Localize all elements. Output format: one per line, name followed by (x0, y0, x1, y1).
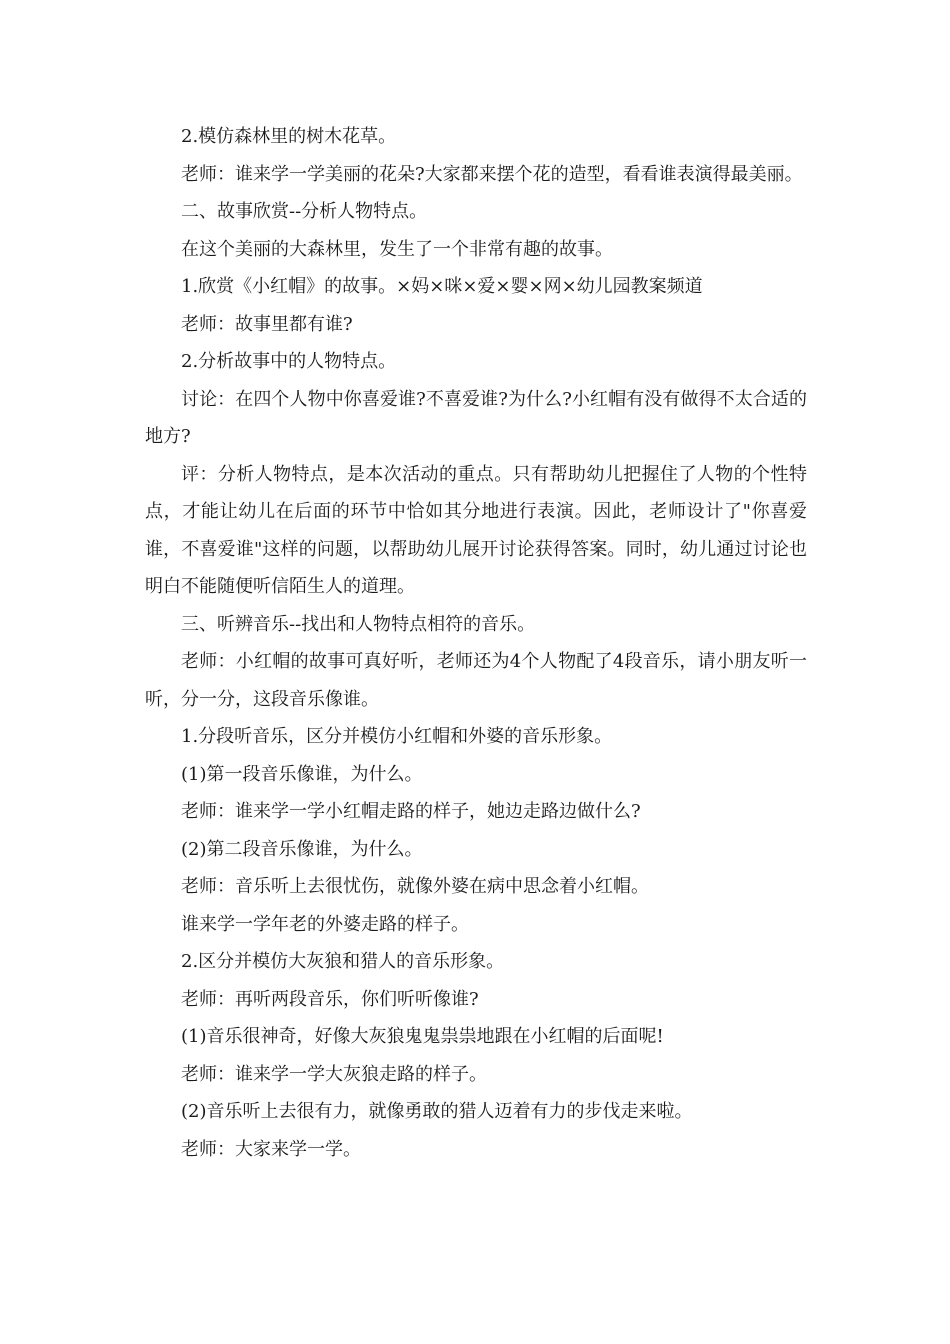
paragraph-2: 老师：谁来学一学美丽的花朵?大家都来摆个花的造型，看看谁表演得最美丽。 (181, 163, 803, 185)
paragraph-8: 讨论：在四个人物中你喜爱谁?不喜爱谁?为什么?小红帽有没有做得不太合适的地方? (145, 388, 807, 447)
paragraph-23: 老师：大家来学一学。 (181, 1138, 361, 1160)
section-heading-2: 二、故事欣赏--分析人物特点。 (181, 201, 428, 222)
paragraph-7: 2.分析故事中的人物特点。 (181, 351, 397, 372)
paragraph-16: 老师：音乐听上去很忧伤，就像外婆在病中思念着小红帽。 (181, 876, 649, 897)
paragraph-9: 评：分析人物特点，是本次活动的重点。只有帮助幼儿把握住了人物的个性特点，才能让幼儿在后面的环节中恰如其分地进行表演。因此，老师设计了"你喜爱谁，不喜爱谁"这样的问题，以帮助幼儿展开讨论获得答案。同时，幼儿通过讨论也明白不能随便听信陌生人的道理。 (145, 463, 807, 597)
paragraph-1: 2.模仿森林里的树木花草。 (181, 126, 397, 147)
paragraph-15: (2)第二段音乐像谁，为什么。 (181, 838, 423, 860)
document-page (145, 118, 807, 1168)
paragraph-14: 老师：谁来学一学小红帽走路的样子，她边走路边做什么? (181, 801, 641, 822)
paragraph-18: 2.区分并模仿大灰狼和猎人的音乐形象。 (181, 951, 505, 972)
paragraph-11: 老师：小红帽的故事可真好听，老师还为4个人物配了4段音乐，请小朋友听一听，分一分，这段音乐像谁。 (145, 651, 807, 710)
paragraph-5: 1.欣赏《小红帽》的故事。×妈×咪×爱×婴×网×幼儿园教案频道 (181, 276, 703, 297)
paragraph-13: (1)第一段音乐像谁，为什么。 (181, 763, 423, 785)
paragraph-22: (2)音乐听上去很有力，就像勇敢的猎人迈着有力的步伐走来啦。 (181, 1101, 693, 1122)
paragraph-20: (1)音乐很神奇，好像大灰狼鬼鬼祟祟地跟在小红帽的后面呢! (181, 1026, 664, 1047)
paragraph-17: 谁来学一学年老的外婆走路的样子。 (181, 913, 469, 935)
section-heading-3: 三、听辨音乐--找出和人物特点相符的音乐。 (181, 613, 536, 635)
paragraph-12: 1.分段听音乐，区分并模仿小红帽和外婆的音乐形象。 (181, 726, 613, 747)
paragraph-21: 老师：谁来学一学大灰狼走路的样子。 (181, 1063, 487, 1085)
paragraph-6: 老师：故事里都有谁? (181, 313, 353, 335)
paragraph-4: 在这个美丽的大森林里，发生了一个非常有趣的故事。 (181, 238, 613, 260)
paragraph-19: 老师：再听两段音乐，你们听听像谁? (181, 988, 479, 1010)
